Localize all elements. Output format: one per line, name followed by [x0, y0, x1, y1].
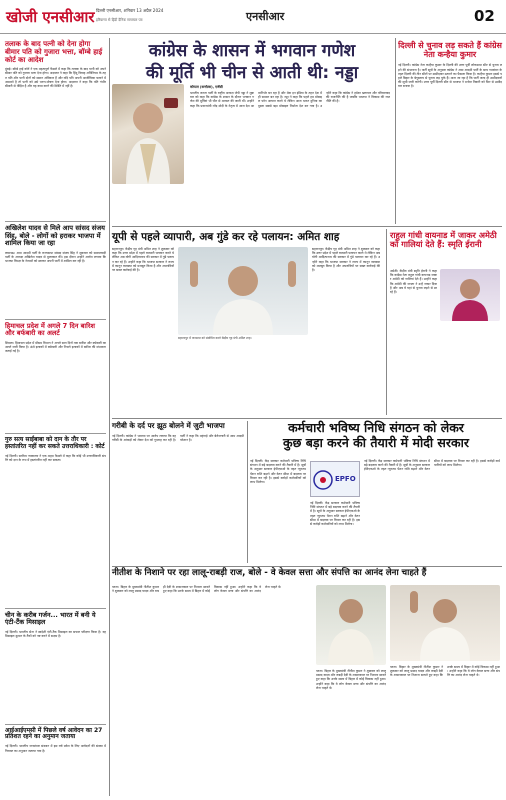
story-iimc-headline: आईआईएमसी में पिछले वर्ष आवेदन का 27 प्रतिशत रहने का अनुमान जताया — [5, 724, 106, 742]
garibi-body: नई दिल्ली। कांग्रेस ने भाजपा पर आरोप लगाया कि वह गरीबी के आंकड़ों को लेकर देश को गुमराह कर रही है। पार्टी ने कहा कि महंगाई और बेरोजगारी से आम आदमी परेशान है। — [112, 434, 244, 443]
irani-body: अमेठी। केंद्रीय मंत्री स्मृति ईरानी ने कहा कि कांग्रेस नेता राहुल गांधी वायनाड जाकर अमेठी को गालियां देते हैं। उन्होंने कहा कि अमेठी की जनता ने उन्हें नकार दिया है और अब वे यहां से चुनाव लड़ने से डर रहे हैं। — [390, 269, 437, 295]
story-sanjay-body: लखनऊ। आम आदमी पार्टी के राज्यसभा सांसद संजय सिंह ने शुक्रवार को समाजवादी पार्टी के अध्यक्ष अखिलेश यादव से मुलाकात की। इस दौरान उन्होंने आरोप लगाया कि भाजपा विपक्ष के नेताओं को डराकर अपनी पार्टी में शामिल कर रही है। — [5, 250, 106, 264]
sub-line: हरियाणा से हिंदी दैनिक समाचार पत्र — [96, 18, 143, 22]
story-talaq-body: मुंबई। बॉम्बे हाई कोर्ट ने एक महत्वपूर्ण फैसले में कहा कि तलाक के बाद पत्नी को अपने बीमार पति को गुजारा भत्ता देना होगा। अदालत ने कहा कि हिंदू विवाह अधिनियम के तहत पति और पत्नी दोनों को समान अधिकार हैं और यदि पति अपनी आजीविका चलाने में असमर्थ है तो पत्नी को उसे भरण-पोषण देना होगा। अदालत ने कहा कि पति गंभीर बीमारी से पीड़ित है और वह काम करने की स्थिति में नहीं है। — [5, 67, 106, 88]
shah-image — [178, 247, 308, 335]
shah-body: सहारनपुर। केंद्रीय गृह मंत्री अमित शाह ने शुक्रवार को कहा कि उत्तर प्रदेश में पहले व्यापारी पलायन करते थे लेकिन अब योगी आदित्यनाथ की सरकार में गुंडे पलायन कर रहे हैं। उन्होंने कहा कि भाजपा सरकार ने राज्य में कानून व्यवस्था को मजबूत किया है और अपराधियों पर सख्त कार्रवाई की है। — [112, 247, 174, 273]
irani-image — [440, 269, 500, 321]
story-missile-headline: चीन के करीब गर्जन... भारत में बनी ये एंटी-टैंक मिसाइल — [5, 608, 106, 627]
section-label: एनसीआर — [246, 10, 285, 23]
nitish-headline: नीतीश के निशाने पर रहा लालू-राबड़ी राज, बोले - वे केवल सत्ता और संपत्ति का आनंद लेना चाहते हैं — [112, 568, 427, 578]
epfo-headline-line1: कर्मचारी भविष्य निधि संगठन को लेकर — [288, 420, 464, 435]
main-body: भारतीय जनता पार्टी के राष्ट्रीय अध्यक्ष जेपी नड्डा ने शुक्रवार को कहा कि कांग्रेस के शासन के दौरान भगवान गणेश की मूर्तियां भी चीन से आयात की जाती थीं। उन्होंने कहा कि प्रधानमंत्री नरेंद्र मोदी के नेतृत्व में आज देश आत्मनिर्भर बन रहा है और मेक इन इंडिया के तहत देश में ही सामान बन रहा है। नड्डा ने कहा कि पहले हम मोबाइल फोन आयात करते थे लेकिन आज भारत दुनिया का दूसरा सबसे बड़ा मोबाइल निर्माता देश बन गया है। उन्होंने कहा कि कांग्रेस ने हमेशा भ्रष्टाचार और परिवारवाद की राजनीति की है जबकि भाजपा ने विकास की राजनीति की है। — [190, 91, 390, 108]
epfo-body-left: नई दिल्ली। केंद्र सरकार कर्मचारी भविष्य निधि संगठन में बड़े बदलाव करने की तैयारी में है। सूत्रों के अनुसार सरकार ईपीएफओ के तहत न्यूनतम पेंशन राशि बढ़ाने और वेतन सीमा में बदलाव पर विचार कर रही है। इससे करोड़ों कर्मचारियों को लाभ मिलेगा। — [250, 459, 306, 485]
epfo-headline-line2: कुछ बड़ा करने की तैयारी में मोदी सरकार — [283, 435, 469, 451]
nitish-photo — [316, 585, 386, 665]
story-missile-body: नई दिल्ली। भारतीय सेना ने स्वदेशी एंटी-टैंक मिसाइल का सफल परीक्षण किया है। यह मिसाइल दुश्मन के टैंकों को नष्ट करने में सक्षम है। — [5, 629, 106, 638]
main-headline-line2: की मूर्ति भी चीन से आती थी: नड्डा — [145, 62, 359, 83]
nitish-photo-2 — [390, 585, 500, 661]
epfo-story — [250, 421, 502, 563]
epfo-body-mid: नई दिल्ली। केंद्र सरकार कर्मचारी भविष्य निधि संगठन में बड़े बदलाव करने की तैयारी में है। सूत्रों के अनुसार सरकार ईपीएफओ के तहत न्यूनतम पेंशन राशि बढ़ाने और वेतन सीमा में बदलाव पर विचार कर रही है। इससे करोड़ों कर्मचारियों को लाभ मिलेगा। — [310, 501, 360, 527]
epfo-logo-box — [310, 461, 360, 497]
garibi-headline: गरीबी के दर्द पर झूठ बोलने में जुटी भाजपा — [112, 421, 225, 430]
story-talaq-headline: तलाक के बाद पत्नी को देना होगा बीमार पति को गुजारा भत्ता, बॉम्बे हाई कोर्ट का आदेश — [5, 40, 103, 65]
kanhaiya-headline: दिल्ली से चुनाव लड़ सकते हैं कांग्रेस नेता कन्हैया कुमार — [398, 41, 502, 60]
kanhaiya-body: नई दिल्ली। कांग्रेस नेता कन्हैया कुमार के दिल्ली की उत्तर पूर्वी लोकसभा सीट से चुनाव लड़ने की संभावना है। पार्टी सूत्रों के अनुसार कांग्रेस ने आम आदमी पार्टी के साथ गठबंधन के तहत दिल्ली की तीन सीटों पर उम्मीदवार उतारने का फैसला किया है। कन्हैया कुमार इससे पहले बिहार के बेगूसराय से चुनाव लड़ चुके हैं। माना जा रहा है कि पार्टी जल्द ही उम्मीदवारों की सूची जारी करेगी। उत्तर पूर्वी दिल्ली सीट से भाजपा ने मनोज तिवारी को फिर से उम्मीदवार बनाया है। — [398, 63, 502, 89]
masthead — [0, 0, 506, 34]
story-sanjay-headline: अखिलेश यादव से मिले आप सांसद संजय सिंह, बोले - लोगों को हराकर भाजपा में शामिल किया जा रहा — [5, 221, 106, 248]
epfo-body-right: नई दिल्ली। केंद्र सरकार कर्मचारी भविष्य निधि संगठन में बड़े बदलाव करने की तैयारी में है। सूत्रों के अनुसार सरकार ईपीएफओ के तहत न्यूनतम पेंशन राशि बढ़ाने और वेतन सीमा में बदलाव पर विचार कर रही है। इससे करोड़ों कर्मचारियों को लाभ मिलेगा। — [364, 459, 500, 472]
shah-headline: यूपी से पहले व्यापारी, अब गुंडे कर रहे पलायन: अमित शाह — [112, 231, 340, 243]
irani-photo — [440, 269, 500, 321]
story-iimc-body: नई दिल्ली। भारतीय जनसंचार संस्थान में इस वर्ष प्रवेश के लिए आवेदनों की संख्या में गिरावट का अनुमान जताया गया है। — [5, 744, 106, 753]
story-saibaba-body: नई दिल्ली। सर्वोच्च न्यायालय ने एक अहम फैसले में कहा कि कोई भी उत्तराधिकारी संपत्ति को दान के रूप में हस्तांतरित नहीं कर सकता। — [5, 453, 106, 463]
nitish-body-a: पटना। बिहार के मुख्यमंत्री नीतीश कुमार ने शुक्रवार को लालू प्रसाद यादव और राबड़ी देवी के शासनकाल पर निशाना साधते हुए कहा कि उनके समय में बिहार में कोई विकास नहीं हुआ। उन्होंने कहा कि वे लोग केवल सत्ता और संपत्ति का आनंद लेना चाहते थे। — [112, 585, 282, 594]
main-dateline: कोप्पल (कर्नाटक), एजेंसी — [190, 85, 223, 89]
page-number: 02 — [474, 7, 495, 25]
nitish-story — [112, 569, 502, 797]
story-himachal-headline: हिमाचल प्रदेश में अगले 7 दिन बारिश और बर्फबारी का अलर्ट — [5, 319, 106, 338]
right-column — [398, 38, 502, 224]
garibi-story — [112, 421, 244, 563]
story-saibaba-headline: गुरु सत्य साईंबाबा को दान के तौर पर हस्तांतरित नहीं कर सकते उत्तराधिकारी : कोर्ट — [5, 433, 106, 451]
main-story — [112, 38, 392, 224]
irani-story — [390, 229, 502, 415]
main-headline-line1: कांग्रेस के शासन में भगवान गणेश — [148, 41, 356, 61]
story-himachal-body: शिमला। हिमाचल प्रदेश में मौसम विभाग ने अगले सात दिनों तक बारिश और बर्फबारी का अलर्ट जारी किया है। ऊंचे इलाकों में बर्फबारी और निचले इलाकों में बारिश की संभावना जताई गई है। — [5, 341, 106, 354]
main-photo — [112, 84, 184, 184]
nitish-body-b: पटना। बिहार के मुख्यमंत्री नीतीश कुमार ने शुक्रवार को लालू प्रसाद यादव और राबड़ी देवी के शासनकाल पर निशाना साधते हुए कहा कि उनके समय में बिहार में कोई विकास नहीं हुआ। उन्होंने कहा कि वे लोग केवल सत्ता और संपत्ति का आनंद लेना चाहते थे। — [316, 669, 386, 690]
left-column — [5, 38, 106, 796]
nitish-body-c: पटना। बिहार के मुख्यमंत्री नीतीश कुमार ने शुक्रवार को लालू प्रसाद यादव और राबड़ी देवी के शासनकाल पर निशाना साधते हुए कहा कि उनके समय में बिहार में कोई विकास नहीं हुआ। उन्होंने कहा कि वे लोग केवल सत्ता और संपत्ति का आनंद लेना चाहते थे। — [390, 665, 500, 678]
date-line: दिल्ली एनसीआर, शनिवार 13 अप्रैल 2024 — [96, 8, 164, 13]
speaker-image — [112, 84, 184, 184]
shah-story — [112, 229, 382, 415]
brand-name: खोजी एनसीआर — [6, 8, 95, 26]
shah-photo — [178, 247, 308, 335]
shah-caption: सहारनपुर में जनसभा को संबोधित करते केंद्रीय गृह मंत्री अमित शाह। — [178, 336, 252, 340]
shah-body-cont: सहारनपुर। केंद्रीय गृह मंत्री अमित शाह ने शुक्रवार को कहा कि उत्तर प्रदेश में पहले व्यापारी पलायन करते थे लेकिन अब योगी आदित्यनाथ की सरकार में गुंडे पलायन कर रहे हैं। उन्होंने कहा कि भाजपा सरकार ने राज्य में कानून व्यवस्था को मजबूत किया है और अपराधियों पर सख्त कार्रवाई की है। — [312, 247, 380, 273]
nitish-image — [316, 585, 386, 665]
rally-image — [390, 585, 500, 661]
irani-headline: राहुल गांधी वायनाड में जाकर अमेठी को गालियां देते हैं: स्मृति ईरानी — [390, 230, 497, 250]
epfo-logo-text: EPFO — [335, 475, 356, 483]
